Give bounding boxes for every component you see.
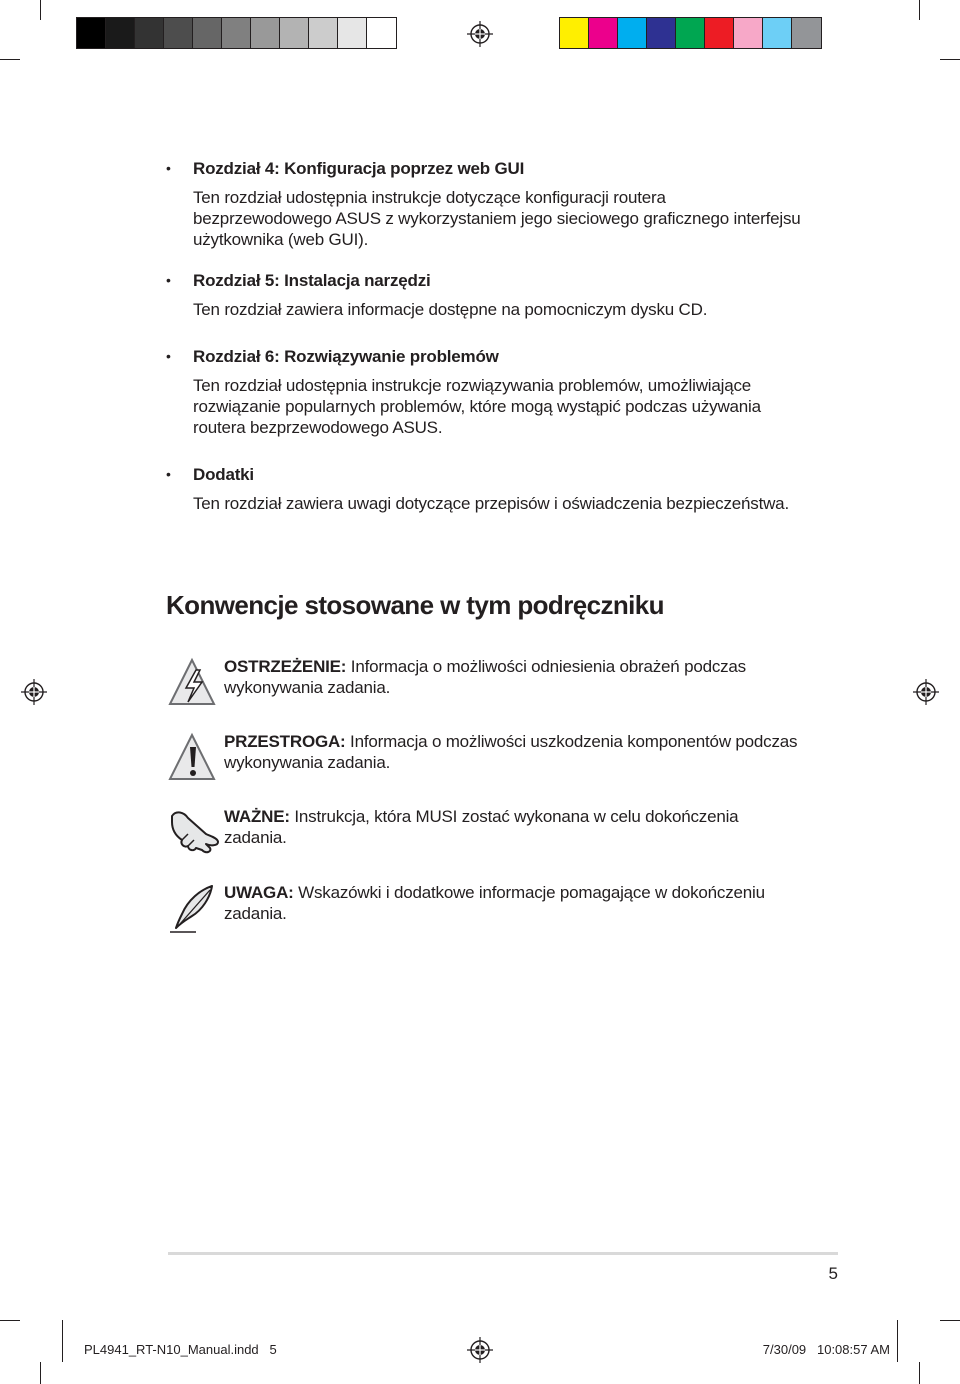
slug-box-border: [62, 1320, 63, 1362]
bullet: •: [166, 272, 171, 288]
important-label: WAŻNE:: [224, 807, 290, 826]
important-notice: [166, 806, 806, 866]
color-swatch: [106, 18, 135, 48]
warning-label: OSTRZEŻENIE:: [224, 657, 347, 676]
note-body: Wskazówki i dodatkowe informacje pomagające w dokończeniu zadania.: [224, 883, 765, 923]
crop-mark: [0, 1320, 20, 1321]
note-notice: [166, 882, 806, 942]
caution-text: [224, 731, 804, 773]
color-swatch: [647, 18, 676, 48]
page-number: 5: [828, 1264, 838, 1283]
color-swatch: [280, 18, 309, 48]
chapter-title: Rozdział 6: Rozwiązywanie problemów: [193, 347, 499, 366]
color-swatch: [135, 18, 164, 48]
footer-rule: [168, 1252, 838, 1255]
registration-mark-icon: [21, 679, 47, 705]
bullet: •: [166, 160, 171, 176]
chapter-title: Rozdział 5: Instalacja narzędzi: [193, 271, 431, 290]
chapter-description: Ten rozdział udostępnia instrukcje rozwiązywania problemów, umożliwiające rozwiązanie popularnych problemów, które mogą wystąpić podczas używania routera bezprzewodowego ASUS.: [193, 376, 761, 437]
list-item: [166, 158, 806, 250]
warning-text: [224, 656, 804, 698]
warning-body: Informacja o możliwości odniesienia obrażeń podczas wykonywania zadania.: [224, 657, 746, 697]
caution-notice: [166, 731, 806, 791]
registration-mark-icon: [467, 1337, 493, 1363]
color-swatch: [589, 18, 618, 48]
chapter-description: Ten rozdział udostępnia instrukcje dotyczące konfiguracji routera bezprzewodowego ASUS z wykorzystaniem jego sieciowego graficznego interfejsu użytkownika (web GUI).: [193, 188, 801, 249]
color-swatch: [734, 18, 763, 48]
color-swatch: [792, 18, 821, 48]
slug-timestamp: 7/30/09 10:08:57 AM: [762, 1342, 890, 1357]
color-swatch: [77, 18, 106, 48]
crop-mark: [40, 1362, 41, 1384]
crop-mark: [919, 0, 920, 20]
chapter-title: Dodatki: [193, 465, 254, 484]
slug-filename: PL4941_RT-N10_Manual.indd 5: [84, 1342, 277, 1357]
color-swatch: [164, 18, 193, 48]
important-body: Instrukcja, która MUSI zostać wykonana w celu dokończenia zadania.: [224, 807, 739, 847]
note-label: UWAGA:: [224, 883, 294, 902]
color-swatch: [367, 18, 396, 48]
section-title: Konwencje stosowane w tym podręczniku: [166, 590, 664, 620]
important-text: [224, 806, 804, 848]
color-swatch: [560, 18, 589, 48]
chapter-description: Ten rozdział zawiera informacje dostępne na pomocniczym dysku CD.: [193, 300, 708, 319]
pointing-hand-icon: [166, 806, 220, 860]
chapter-title: Rozdział 4: Konfiguracja poprzez web GUI: [193, 159, 525, 178]
color-swatch: [251, 18, 280, 48]
bullet: •: [166, 466, 171, 482]
chapter-list: [166, 158, 806, 534]
crop-mark: [0, 59, 20, 60]
registration-mark-icon: [913, 679, 939, 705]
color-swatch: [309, 18, 338, 48]
note-text: [224, 882, 804, 924]
registration-mark-icon: [467, 21, 493, 47]
color-swatch: [618, 18, 647, 48]
crop-mark: [919, 1362, 920, 1384]
color-swatch: [705, 18, 734, 48]
warning-notice: [166, 656, 806, 716]
color-swatch: [222, 18, 251, 48]
crop-mark: [940, 1320, 960, 1321]
crop-mark: [40, 0, 41, 20]
crop-mark: [940, 59, 960, 60]
caution-exclamation-icon: [166, 731, 220, 785]
list-item: [166, 270, 806, 320]
grayscale-color-bar: [76, 17, 397, 49]
color-swatch: [193, 18, 222, 48]
color-swatch: [763, 18, 792, 48]
color-swatch: [676, 18, 705, 48]
process-color-bar: [559, 17, 822, 49]
list-item: [166, 346, 806, 438]
color-swatch: [338, 18, 367, 48]
chapter-description: Ten rozdział zawiera uwagi dotyczące przepisów i oświadczenia bezpieczeństwa.: [193, 494, 789, 513]
warning-lightning-icon: [166, 656, 220, 710]
caution-label: PRZESTROGA:: [224, 732, 346, 751]
list-item: [166, 464, 806, 514]
caution-body: Informacja o możliwości uszkodzenia komponentów podczas wykonywania zadania.: [224, 732, 798, 772]
slug-box-border: [897, 1320, 898, 1362]
quill-pen-icon: [166, 882, 220, 936]
bullet: •: [166, 348, 171, 364]
